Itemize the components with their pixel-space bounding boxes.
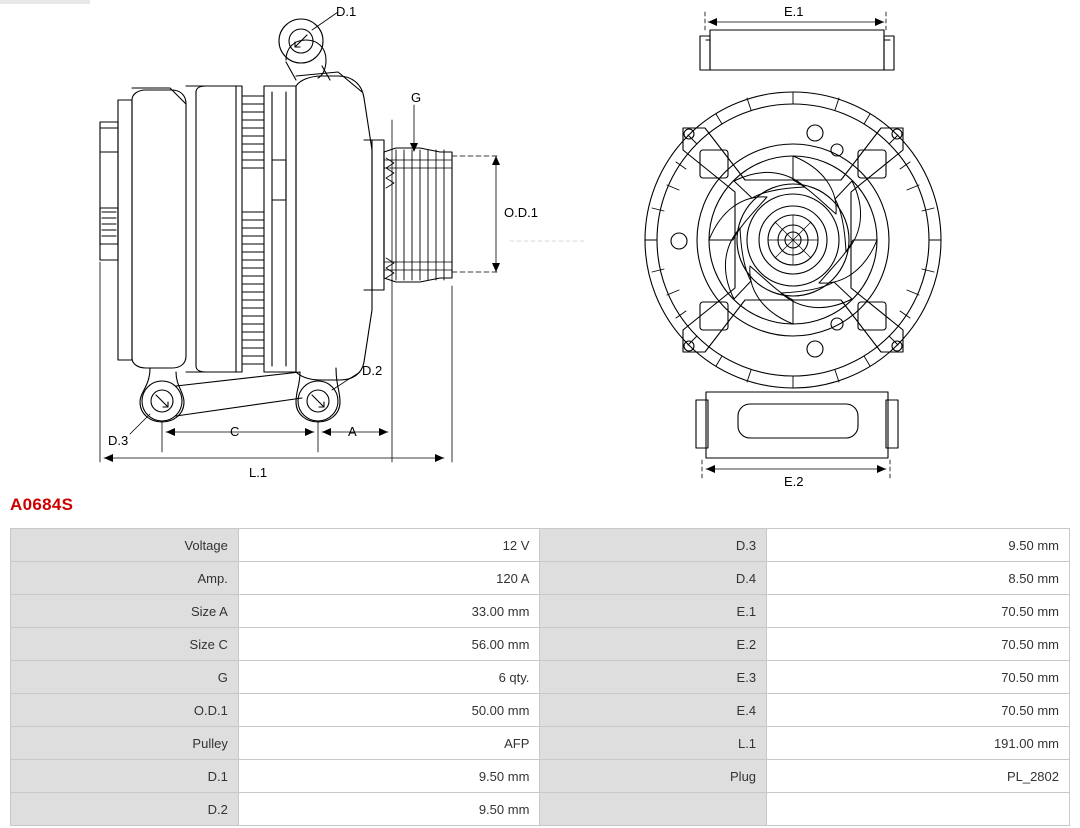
label-a: A — [348, 424, 357, 439]
spec-label: D.3 — [540, 529, 767, 562]
spec-label: E.2 — [540, 628, 767, 661]
spec-value: PL_2802 — [767, 760, 1070, 793]
spec-value: 50.00 mm — [238, 694, 540, 727]
spec-value: 12 V — [238, 529, 540, 562]
label-d3: D.3 — [108, 433, 129, 448]
table-row — [11, 793, 1070, 826]
spec-value: 120 A — [238, 562, 540, 595]
label-l1: L.1 — [249, 465, 268, 480]
spec-label: Size C — [11, 628, 239, 661]
spec-label: Amp. — [11, 562, 239, 595]
spec-value: 9.50 mm — [238, 793, 540, 826]
spec-value: 56.00 mm — [238, 628, 540, 661]
spec-label: D.2 — [11, 793, 239, 826]
specifications-table — [10, 528, 1070, 826]
label-d2: D.2 — [362, 363, 383, 378]
spec-value: 70.50 mm — [767, 595, 1070, 628]
spec-value: 70.50 mm — [767, 661, 1070, 694]
table-row — [11, 562, 1070, 595]
spec-label: Size A — [11, 595, 239, 628]
spec-value: 191.00 mm — [767, 727, 1070, 760]
label-e1: E.1 — [784, 4, 804, 19]
spec-label: G — [11, 661, 239, 694]
label-e2: E.2 — [784, 474, 804, 489]
label-od1: O.D.1 — [504, 205, 538, 220]
spec-value: 6 qty. — [238, 661, 540, 694]
spec-label: Voltage — [11, 529, 239, 562]
spec-value: 70.50 mm — [767, 628, 1070, 661]
spec-empty-value — [767, 793, 1070, 826]
spec-value: AFP — [238, 727, 540, 760]
spec-value: 8.50 mm — [767, 562, 1070, 595]
spec-label: L.1 — [540, 727, 767, 760]
spec-empty-label — [540, 793, 767, 826]
label-c: C — [230, 424, 240, 439]
table-row — [11, 694, 1070, 727]
spec-label: E.4 — [540, 694, 767, 727]
table-row — [11, 760, 1070, 793]
spec-label: E.1 — [540, 595, 767, 628]
spec-label: D.4 — [540, 562, 767, 595]
table-row — [11, 661, 1070, 694]
spec-label: D.1 — [11, 760, 239, 793]
spec-label: O.D.1 — [11, 694, 239, 727]
part-number: A0684S — [10, 495, 74, 514]
spec-value: 33.00 mm — [238, 595, 540, 628]
label-d1: D.1 — [336, 4, 357, 19]
table-row — [11, 727, 1070, 760]
spec-value: 9.50 mm — [238, 760, 540, 793]
table-row — [11, 529, 1070, 562]
table-row — [11, 628, 1070, 661]
spec-label: Pulley — [11, 727, 239, 760]
table-row — [11, 595, 1070, 628]
label-g: G — [411, 90, 422, 105]
spec-value: 70.50 mm — [767, 694, 1070, 727]
spec-label: Plug — [540, 760, 767, 793]
spec-value: 9.50 mm — [767, 529, 1070, 562]
spec-label: E.3 — [540, 661, 767, 694]
